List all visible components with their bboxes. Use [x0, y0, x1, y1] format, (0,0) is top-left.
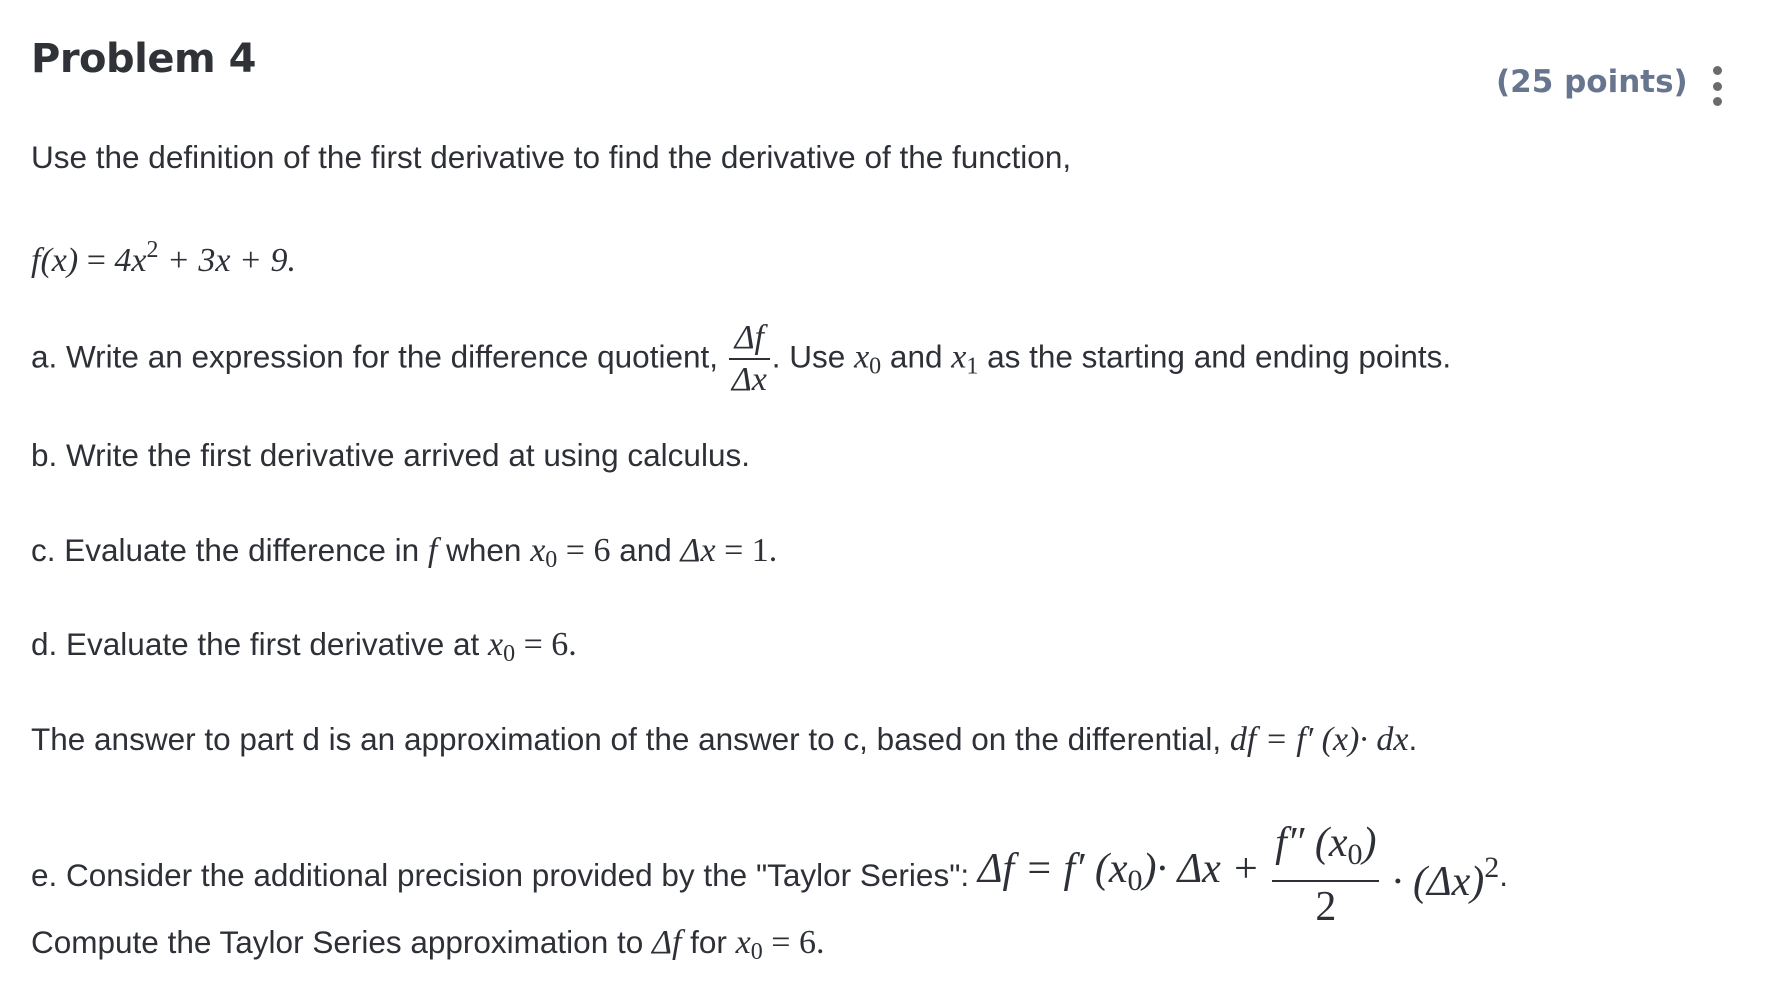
problem-title: Problem 4 [31, 36, 256, 82]
taylor-series-formula: Δf = f′ (x0)· Δx + [977, 846, 1271, 897]
differential-formula: df = f′ (x)· dx [1229, 721, 1409, 758]
difference-quotient-fraction: $\frac{\Delta f}{\Delta x}$ [729, 320, 770, 398]
compute-instruction: Compute the Taylor Series approximation to Δf for $x_0 = 6$. [31, 924, 825, 965]
part-c: c. Evaluate the difference in f when $x_0 = 6$ and Δx = 1. [31, 532, 778, 573]
part-b: b. Write the first derivative arrived at using calculus. [31, 437, 750, 473]
kebab-dot [1713, 82, 1722, 91]
intro-text: Use the definition of the first derivative to find the derivative of the function, [31, 139, 1072, 175]
taylor-fraction: $\frac{f'' (x0)}{2}$ [1272, 820, 1379, 930]
function-definition: $f(x) = 4x^2 + 3x + 9$. [31, 237, 296, 279]
part-a: a. Write an expression for the difference quotient, $\frac{\Delta f}{\Delta x}$ . Use $x_0$ and $x_1$ as the starting and ending points. [31, 319, 1452, 398]
points-label: (25 points) [1496, 64, 1688, 100]
kebab-dot [1713, 97, 1722, 106]
kebab-menu-icon[interactable] [1704, 66, 1730, 106]
part-e: e. Consider the additional precision provided by the "Taylor Series": Δf = f′ (x0)· Δx + $\frac{f'' (x0)}{2}$ · $(\Delta x)^2$. [31, 820, 1508, 930]
part-d: d. Evaluate the first derivative at $x_0 = 6$. [31, 626, 577, 667]
differential-note: The answer to part d is an approximation of the answer to c, based on the differential, df = f′ (x)· dx. [31, 721, 1418, 758]
function-lhs: f(x) [31, 242, 79, 279]
kebab-dot [1713, 66, 1722, 75]
